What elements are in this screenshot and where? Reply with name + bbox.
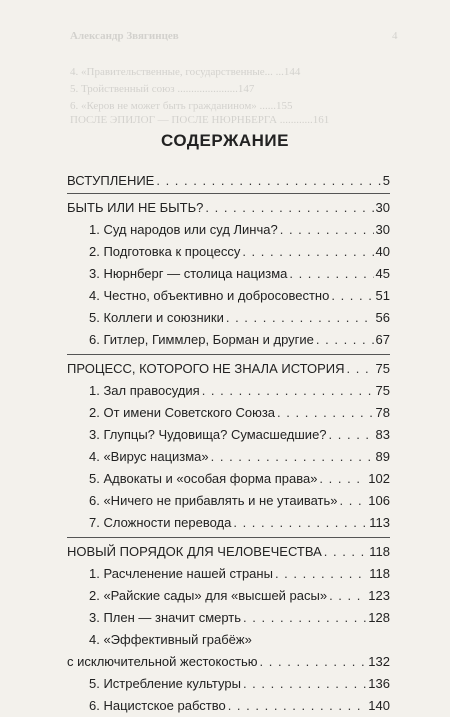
dot-leader <box>340 490 367 512</box>
toc-entry <box>67 219 390 241</box>
dot-leader <box>205 197 373 219</box>
dot-leader <box>331 285 373 307</box>
toc-entry <box>67 629 390 651</box>
page-title: СОДЕРЖАНИЕ <box>161 131 289 150</box>
section-divider <box>67 193 390 194</box>
dot-leader <box>277 402 374 424</box>
bleed-page-number: 4 <box>392 30 398 42</box>
toc-section-page: 118 <box>369 544 390 559</box>
toc-entry-label: 2. От имени Советского Союза <box>89 405 276 420</box>
toc-entry-label: 5. Коллеги и союзники <box>89 310 224 325</box>
toc-entry <box>67 263 390 285</box>
section-divider <box>67 537 390 538</box>
toc-entry <box>67 402 390 424</box>
toc-entry-label: 1. Суд народов или суд Линча? <box>89 222 278 237</box>
toc-entry-label: 6. Гитлер, Гиммлер, Борман и другие <box>89 332 314 347</box>
dot-leader <box>226 307 374 329</box>
toc-entry-label: 6. «Ничего не прибавлять и не утаивать» <box>89 493 338 508</box>
toc-entry <box>67 673 390 695</box>
dot-leader <box>243 607 366 629</box>
toc-section-page: 5 <box>382 173 390 188</box>
dot-leader <box>324 541 368 563</box>
toc-section-page: 75 <box>375 361 390 376</box>
dot-leader <box>289 263 373 285</box>
toc-entry-continuation-label: с исключительной жестокостью <box>67 654 258 669</box>
toc-entry-label: 3. Глупцы? Чудовища? Сумасшедшие? <box>89 427 327 442</box>
toc-entry-label: 4. Честно, объективно и добросовестно <box>89 288 330 303</box>
toc-entry-label: 4. «Вирус нацизма» <box>89 449 209 464</box>
dot-leader <box>275 563 367 585</box>
dot-leader <box>347 358 374 380</box>
toc-entry <box>67 285 390 307</box>
dot-leader <box>319 468 366 490</box>
toc-entry-label: 1. Расчленение нашей страны <box>89 566 273 581</box>
toc-entry-page: 102 <box>368 471 390 486</box>
toc-entry-page: 40 <box>375 244 390 259</box>
toc-entry-label: 3. Плен — значит смерть <box>89 610 242 625</box>
bleed-header: Александр Звягинцев <box>70 30 179 42</box>
toc-entry-page: 89 <box>375 449 390 464</box>
toc-entry-label: 5. Истребление культуры <box>89 676 241 691</box>
dot-leader <box>228 695 367 717</box>
toc-entry-page: 56 <box>375 310 390 325</box>
toc-entry-page: 123 <box>368 588 390 603</box>
dot-leader <box>243 673 366 695</box>
section-divider <box>67 354 390 355</box>
toc-entry-page: 30 <box>375 222 390 237</box>
toc-entry-page: 83 <box>375 427 390 442</box>
toc-entry-page: 106 <box>368 493 390 508</box>
toc-section <box>67 541 390 563</box>
toc-entry <box>67 241 390 263</box>
toc-entry-page: 51 <box>375 288 390 303</box>
toc-entry-page: 128 <box>368 610 390 625</box>
toc-entry-label: 2. «Райские сады» для «высшей расы» <box>89 588 328 603</box>
toc-section-label: ВСТУПЛЕНИЕ <box>67 173 155 188</box>
dot-leader <box>260 651 367 673</box>
toc-entry-page: 78 <box>375 405 390 420</box>
bleed-through-text <box>0 0 450 125</box>
dot-leader <box>211 446 374 468</box>
dot-leader <box>156 170 380 192</box>
toc-entry <box>67 307 390 329</box>
toc-section-label: НОВЫЙ ПОРЯДОК ДЛЯ ЧЕЛОВЕЧЕСТВА <box>67 544 322 559</box>
toc-entry-page: 75 <box>375 383 390 398</box>
toc-entry <box>67 563 390 585</box>
toc-entry <box>67 512 390 534</box>
dot-leader <box>329 585 366 607</box>
toc-entry-label: 6. Нацистское рабство <box>89 698 226 713</box>
toc-entry <box>67 329 390 351</box>
dot-leader <box>316 329 374 351</box>
toc-entry-page: 113 <box>369 515 390 530</box>
toc-entry-label: 2. Подготовка к процессу <box>89 244 241 259</box>
bleed-line: 6. «Керов не может быть гражданином» ......155 <box>70 100 293 112</box>
toc-entry <box>67 380 390 402</box>
toc-entry-label: 7. Сложности перевода <box>89 515 232 530</box>
toc-entry <box>67 468 390 490</box>
bleed-line: 4. «Правительственные, государственные... ...144 <box>70 66 301 78</box>
dot-leader <box>202 380 374 402</box>
toc-entry <box>67 446 390 468</box>
toc-section-label: ПРОЦЕСС, КОТОРОГО НЕ ЗНАЛА ИСТОРИЯ <box>67 361 345 376</box>
table-of-contents <box>67 170 390 717</box>
toc-entry <box>67 424 390 446</box>
dot-leader <box>242 241 373 263</box>
toc-section <box>67 170 390 192</box>
toc-entry-continuation-page: 132 <box>368 654 390 669</box>
toc-section <box>67 358 390 380</box>
toc-entry-page: 45 <box>375 266 390 281</box>
toc-section-page: 30 <box>375 200 390 215</box>
toc-entry-label: 3. Нюрнберг — столица нацизма <box>89 266 288 281</box>
toc-section-label: БЫТЬ ИЛИ НЕ БЫТЬ? <box>67 200 204 215</box>
toc-entry <box>67 585 390 607</box>
toc-entry <box>67 490 390 512</box>
toc-entry-label: 1. Зал правосудия <box>89 383 200 398</box>
toc-entry-label: 4. «Эффективный грабёж» <box>89 632 252 647</box>
toc-entry-continuation <box>67 651 390 673</box>
bleed-line: ПОСЛЕ ЭПИЛОГ — ПОСЛЕ НЮРНБЕРГА ............161 <box>70 114 330 125</box>
toc-section <box>67 197 390 219</box>
toc-entry-page: 67 <box>375 332 390 347</box>
toc-entry-label: 5. Адвокаты и «особая форма права» <box>89 471 318 486</box>
dot-leader <box>233 512 367 534</box>
toc-entry-page: 118 <box>369 566 390 581</box>
toc-entry <box>67 607 390 629</box>
toc-entry-page: 136 <box>368 676 390 691</box>
dot-leader <box>329 424 374 446</box>
toc-entry <box>67 695 390 717</box>
dot-leader <box>280 219 374 241</box>
bleed-line: 5. Тройственный союз ......................147 <box>70 83 255 95</box>
toc-entry-page: 140 <box>368 698 390 713</box>
